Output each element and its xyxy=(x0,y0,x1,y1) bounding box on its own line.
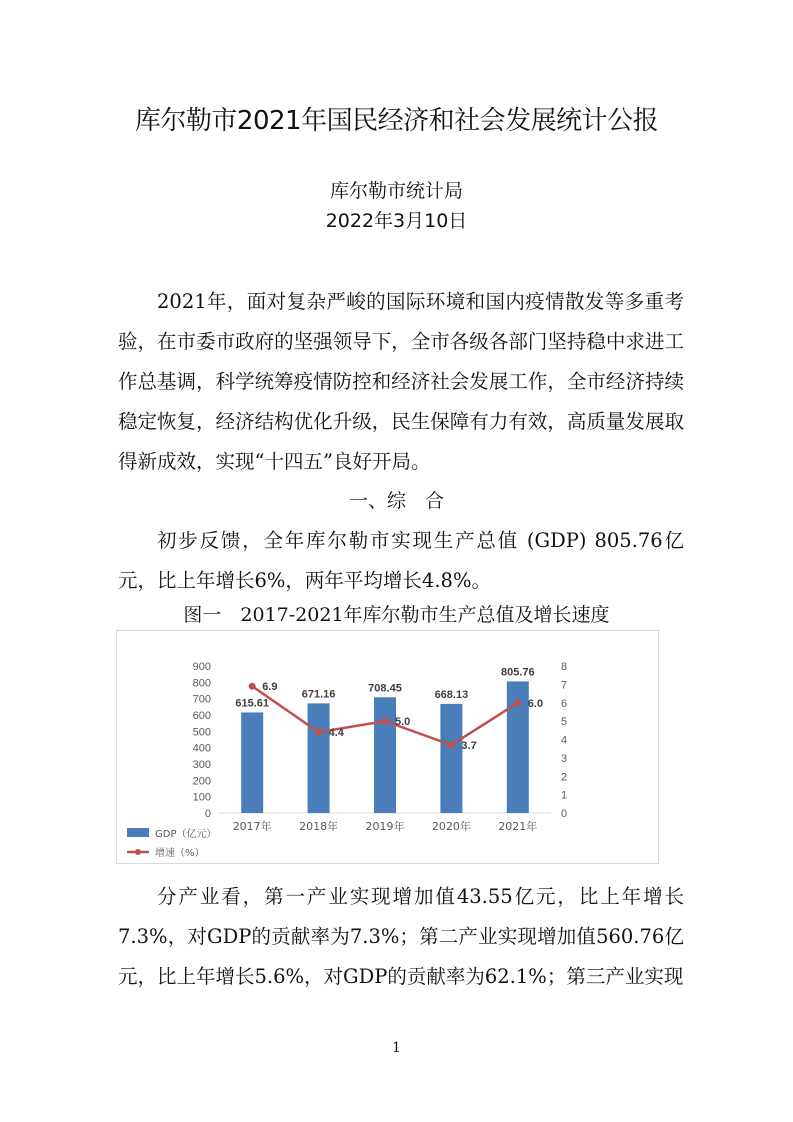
author: 库尔勒市统计局 xyxy=(329,180,463,202)
growth-rate-point xyxy=(514,699,521,706)
intro-paragraph: 2021年，面对复杂严峻的国际环境和国内疫情散发等多重考验，在市委市政府的坚强领导下，全市各级各部门坚持稳中求进工作总基调，科学统筹疫情防控和经济社会发展工作，全市经济持续稳定恢复，经济结构优化升级，民生保障有力有效，高质量发展取得新成效，实现“十四五”良好开局。 xyxy=(118,290,684,473)
legend-gdp-label: GDP（亿元） xyxy=(155,829,217,840)
y-left-tick-label: 400 xyxy=(192,742,211,755)
y-left-tick-label: 800 xyxy=(192,677,211,690)
gdp-bar xyxy=(374,697,396,813)
gdp-chart xyxy=(116,630,659,864)
y-right-tick-label: 4 xyxy=(561,734,568,747)
y-right-tick-label: 0 xyxy=(561,808,568,820)
growth-data-label: 4.4 xyxy=(328,727,344,740)
y-left-tick-label: 500 xyxy=(192,726,211,739)
legend-growth-label: 增速（%） xyxy=(155,848,205,859)
y-left-tick-label: 300 xyxy=(192,759,211,771)
y-right-tick-label: 6 xyxy=(561,697,568,710)
y-right-tick-label: 2 xyxy=(561,771,568,784)
x-tick-label: 2019年 xyxy=(365,820,405,833)
growth-data-label: 6.0 xyxy=(527,697,544,710)
gdp-data-label: 615.61 xyxy=(235,697,270,710)
x-tick-label: 2018年 xyxy=(299,820,339,833)
legend-gdp-swatch xyxy=(127,828,149,837)
figure-caption: 图一 2017-2021年库尔勒市生产总值及增长速度 xyxy=(183,604,610,626)
y-left-tick-label: 200 xyxy=(192,775,211,788)
gdp-data-label: 668.13 xyxy=(434,688,469,701)
gdp-bar xyxy=(241,712,263,813)
y-left-tick-label: 0 xyxy=(204,808,211,820)
gdp-data-label: 805.76 xyxy=(500,666,535,679)
y-right-tick-label: 7 xyxy=(561,679,568,692)
growth-rate-point xyxy=(315,729,322,736)
growth-rate-point xyxy=(382,718,389,725)
y-right-tick-label: 5 xyxy=(561,716,568,729)
gdp-bar xyxy=(308,703,330,813)
gdp-summary-paragraph: 初步反馈，全年库尔勒市实现生产总值 (GDP) 805.76亿元，比上年增长6%，两年平均增长4.8%。 xyxy=(118,529,684,592)
growth-rate-point xyxy=(249,683,256,690)
y-left-tick-label: 700 xyxy=(192,693,211,706)
gdp-bar xyxy=(440,704,462,813)
growth-data-label: 6.9 xyxy=(262,681,278,694)
y-right-tick-label: 8 xyxy=(561,661,568,673)
y-right-tick-label: 3 xyxy=(561,752,568,765)
gdp-data-label: 671.16 xyxy=(301,688,336,701)
gdp-data-label: 708.45 xyxy=(368,682,402,695)
publish-date: 2022年3月10日 xyxy=(325,210,468,232)
growth-data-label: 5.0 xyxy=(395,716,411,729)
growth-rate-point xyxy=(448,742,455,749)
legend-growth-marker xyxy=(135,849,141,855)
y-right-tick-label: 1 xyxy=(561,789,568,802)
chart-canvas xyxy=(117,631,658,863)
x-tick-label: 2020年 xyxy=(431,820,471,833)
industry-paragraph: 分产业看，第一产业实现增加值43.55亿元，比上年增长7.3%，对GDP的贡献率为7.3%；第二产业实现增加值560.76亿元，比上年增长5.6%，对GDP的贡献率为62.1%；第三产业实现 xyxy=(118,885,684,988)
x-tick-label: 2021年 xyxy=(498,820,538,833)
y-left-tick-label: 600 xyxy=(192,710,211,722)
section-heading: 一、综 合 xyxy=(348,490,444,512)
y-left-tick-label: 900 xyxy=(192,661,211,673)
document-title: 库尔勒市2021年国民经济和社会发展统计公报 xyxy=(134,106,659,136)
page-number: 1 xyxy=(392,1040,401,1056)
y-left-tick-label: 100 xyxy=(192,791,211,804)
growth-data-label: 3.7 xyxy=(461,740,477,753)
x-tick-label: 2017年 xyxy=(232,820,272,833)
